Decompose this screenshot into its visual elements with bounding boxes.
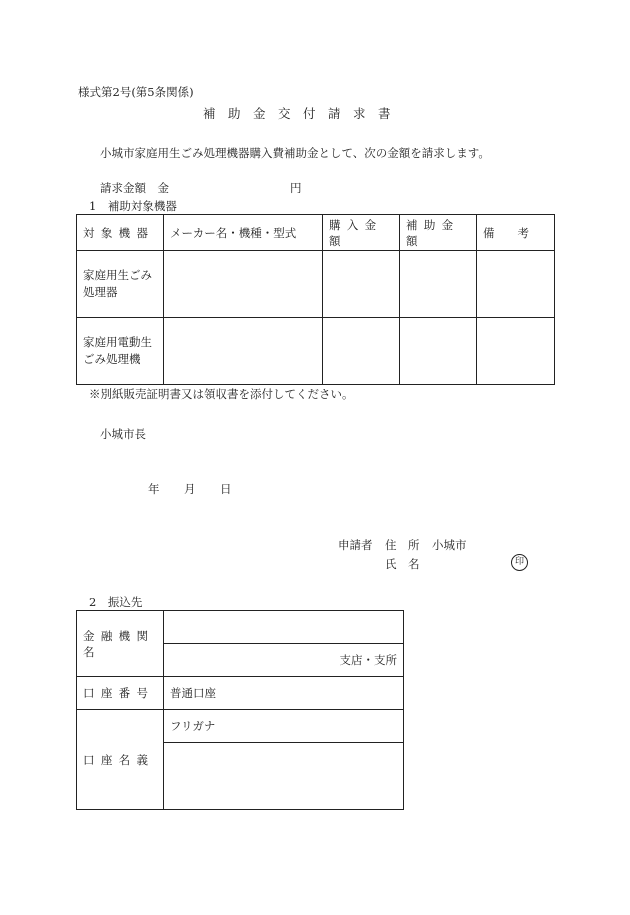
header-cell: 購入金額	[323, 215, 400, 251]
maker-cell[interactable]	[164, 318, 323, 385]
table-row	[77, 318, 555, 385]
amount-label: 請求金額 金	[100, 181, 169, 195]
section2-heading: 2 振込先	[89, 595, 143, 609]
bank-name-cell[interactable]	[164, 611, 404, 644]
furigana-row	[77, 710, 404, 743]
table-header-row	[77, 215, 555, 251]
address-value[interactable]: 小城市	[432, 538, 467, 552]
branch-cell[interactable]: 支店・支所	[164, 644, 404, 677]
address-label: 住 所	[385, 538, 420, 552]
name-label: 氏 名	[385, 557, 420, 571]
subsidy-amount-cell[interactable]	[400, 251, 477, 318]
note-cell[interactable]	[477, 318, 555, 385]
bank-label: 金融機関名	[77, 611, 164, 677]
header-cell: メーカー名・機種・型式	[164, 215, 323, 251]
purchase-amount-cell[interactable]	[323, 251, 400, 318]
bank-table	[76, 610, 404, 810]
item-cell: 家庭用電動生ごみ処理機	[77, 318, 164, 385]
intro-text: 小城市家庭用生ごみ処理機器購入費補助金として、次の金額を請求します。	[100, 146, 490, 160]
bank-row	[77, 611, 404, 644]
account-name-label: 口座名義	[77, 710, 164, 810]
page-title: 補 助 金 交 付 請 求 書	[203, 106, 391, 121]
seal-icon: 印	[511, 554, 528, 571]
account-number-label: 口座番号	[77, 677, 164, 710]
equipment-table	[76, 214, 555, 385]
purchase-amount-cell[interactable]	[323, 318, 400, 385]
item-cell: 家庭用生ごみ処理器	[77, 251, 164, 318]
date-day: 日	[220, 482, 232, 496]
account-type-cell[interactable]: 普通口座	[164, 677, 404, 710]
header-cell: 補助金額	[400, 215, 477, 251]
date-month: 月	[184, 482, 196, 496]
note-cell[interactable]	[477, 251, 555, 318]
table-row	[77, 251, 555, 318]
maker-cell[interactable]	[164, 251, 323, 318]
subsidy-amount-cell[interactable]	[400, 318, 477, 385]
account-number-row	[77, 677, 404, 710]
form-number: 様式第2号(第5条関係)	[78, 85, 194, 99]
header-cell: 備 考	[477, 215, 555, 251]
header-cell: 対象機器	[77, 215, 164, 251]
furigana-cell[interactable]: フリガナ	[164, 710, 404, 743]
amount-unit: 円	[290, 181, 302, 195]
date-year: 年	[148, 482, 160, 496]
attachment-note: ※別紙販売証明書又は領収書を添付してください。	[89, 387, 354, 401]
section1-heading: 1 補助対象機器	[89, 199, 177, 213]
applicant-label: 申請者	[338, 538, 373, 552]
addressee: 小城市長	[100, 427, 146, 441]
account-name-cell[interactable]	[164, 743, 404, 810]
